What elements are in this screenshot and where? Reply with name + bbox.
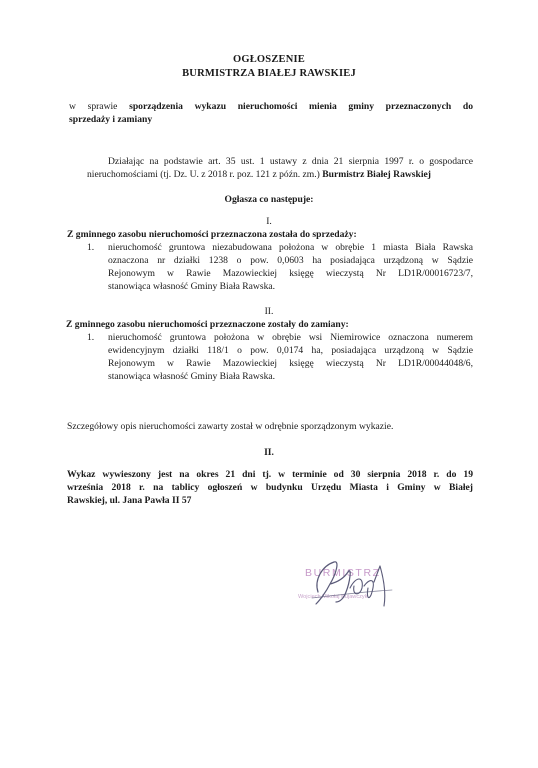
announce: Ogłasza co następuje:: [224, 194, 314, 205]
subject-bold: sporządzenia wykazu nieruchomości mienia gminy przeznaczonych do: [129, 101, 473, 112]
heading-line2: BURMISTRZA BIAŁEJ RAWSKIEJ: [182, 68, 356, 79]
subject-prefix: w sprawie: [69, 101, 118, 112]
section1-line4: stanowiąca własność Gminy Biała Rawska.: [108, 281, 276, 292]
section3-line1: Wykaz wywieszony jest na okres 21 dni tj. w terminie od 30 sierpnia 2018 r. do 19: [67, 469, 473, 480]
stamp-title: BURMISTRZ: [305, 567, 381, 579]
section2-line2: ewidencyjnym działki 118/1 o pow. 0,0174 ha, posiadająca urządzoną w Sądzie: [108, 345, 473, 356]
intro-line1: Działając na podstawie art. 35 ust. 1 ustawy z dnia 21 sierpnia 1997 r. o gospodarce: [108, 156, 473, 167]
section3-roman: II.: [264, 447, 274, 458]
signature-graphic: [300, 552, 420, 612]
section1-line1: nieruchomość gruntowa niezabudowana położona w obrębie 1 miasta Biała Rawska: [108, 242, 473, 253]
section2-roman: II.: [264, 306, 274, 317]
heading-line1: OGŁOSZENIE: [232, 54, 306, 65]
section1-line2: oznaczona nr działki 1238 o pow. 0,0603 ha posiadająca urządzoną w Sądzie: [108, 255, 473, 266]
section3-line3: Rawskiej, ul. Jana Pawła II 57: [67, 495, 192, 506]
details-note: Szczegółowy opis nieruchomości zawarty został w odrębnie sporządzonym wykazie.: [67, 421, 394, 432]
section3-line2: września 2018 r. na tablicy ogłoszeń w budynku Urzędu Miasta i Gminy w Białej: [67, 482, 473, 493]
subject-line2: sprzedaży i zamiany: [69, 114, 153, 125]
intro-plain: nieruchomościami (tj. Dz. U. z 2018 r. poz. 121 z późn. zm.): [87, 169, 320, 180]
section1-line3: Rejonowym w Rawie Mazowieckiej księgę wieczystą Nr LD1R/00016723/7,: [108, 268, 473, 279]
section2-line4: stanowiąca własność Gminy Biała Rawska.: [108, 371, 276, 382]
intro-line2: [87, 169, 431, 181]
stamp-name: Wojciech Mikołaj Kujawczyk: [298, 594, 368, 600]
section2-heading: Z gminnego zasobu nieruchomości przeznaczone zostały do zamiany:: [66, 319, 349, 330]
section1-item-number: 1.: [87, 242, 95, 253]
subject-line1: [69, 101, 473, 113]
section2-item-number: 1.: [87, 332, 95, 343]
section1-heading: Z gminnego zasobu nieruchomości przeznaczona została do sprzedaży:: [67, 229, 357, 240]
intro-bold: Burmistrz Białej Rawskiej: [322, 169, 431, 180]
section2-line3: Rejonowym w Rawie Mazowieckiej księgę wieczystą Nr LD1R/00044048/6,: [108, 358, 473, 369]
section2-line1: nieruchomość gruntowa położona w obrębie wsi Niemirowice oznaczona numerem: [108, 332, 473, 343]
section1-roman: I.: [266, 216, 272, 227]
